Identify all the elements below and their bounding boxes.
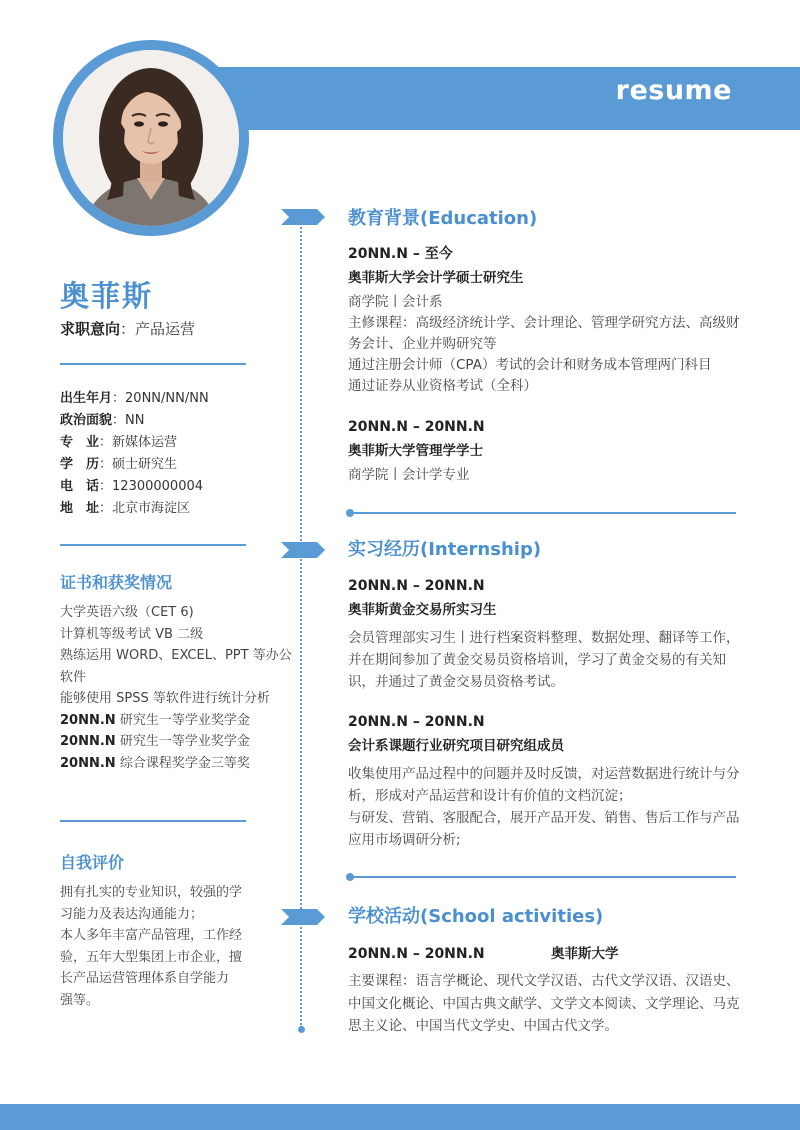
timeline-line	[300, 216, 302, 1028]
award-item: 20NN.N 研究生一等学业奖学金	[60, 734, 250, 749]
education-entry: 20NN.N – 至今 奥菲斯大学会计学硕士研究生 商学院丨会计系 主修课程：高级经济统计学、会计理论、管理学研究方法、高级财务会计、企业并购研究等 通过注册会计师（CPA）考试的会计和财务成本管理两门科目 通过证券从业资格考试（全科）	[348, 244, 748, 397]
info-row: 学 历：硕士研究生	[60, 457, 178, 472]
candidate-name: 奥菲斯	[60, 279, 154, 313]
resume-title: resume	[615, 75, 732, 106]
info-row: 出生年月：20NN/NN/NN	[60, 391, 209, 406]
award-item: 20NN.N 研究生一等学业奖学金	[60, 712, 250, 728]
entry-org: 奥菲斯大学会计学硕士研究生	[348, 270, 524, 286]
entry-org: 会计系课题行业研究项目研究组成员	[348, 738, 564, 754]
list-item: 大学英语六级（CET 6)	[60, 605, 194, 620]
entry-org: 奥菲斯大学管理学学士	[348, 443, 483, 459]
internship-entry: 20NN.N – 20NN.N 会计系课题行业研究项目研究组成员 收集使用产品过程中的问题并及时反馈，对运营数据进行统计与分析，形成对产品运营和设计有价值的文档沉淀； 与研发、营销、客服配合，展开产品开发、销售、售后工作与产品应用市场调研分析;	[348, 712, 748, 851]
entry-org: 奥菲斯黄金交易所实习生	[348, 602, 497, 618]
internship-title: 实习经历(Internship)	[348, 539, 542, 560]
profile-photo	[63, 50, 239, 226]
section-divider-dot	[346, 873, 354, 881]
info-row: 电 话：12300000004	[60, 479, 204, 494]
divider	[60, 363, 246, 365]
education-entry: 20NN.N – 20NN.N 奥菲斯大学管理学学士 商学院丨会计学专业	[348, 417, 748, 486]
certificates-list	[60, 602, 296, 774]
section-divider-dot	[346, 509, 354, 517]
divider	[60, 820, 246, 822]
info-row: 政治面貌：NN	[60, 413, 145, 428]
footer-band	[0, 1104, 800, 1130]
info-row: 专 业：新媒体运营	[60, 435, 178, 450]
job-intent: 求职意向：产品运营	[60, 320, 196, 338]
section-divider	[350, 512, 736, 514]
education-title: 教育背景(Education)	[348, 208, 538, 229]
entry-date: 20NN.N – 20NN.N	[348, 946, 485, 962]
job-intent-label: 求职意向	[60, 320, 121, 338]
entry-org: 奥菲斯大学	[550, 946, 619, 962]
entry-date: 20NN.N – 至今	[348, 246, 453, 262]
chevron-right-icon	[281, 209, 325, 225]
self-eval-text: 拥有扎实的专业知识，较强的学 习能力及表达沟通能力； 本人多年丰富产品管理，工作经 验，五年大型集团上市企业，擅 长产品运营管理体系自学能力 强等。	[60, 885, 243, 1008]
divider	[60, 544, 246, 546]
award-item: 20NN.N 综合课程奖学金三等奖	[60, 755, 250, 771]
list-item: 计算机等级考试 VB 二级	[60, 626, 204, 642]
certificates-title: 证书和获奖情况	[60, 573, 173, 592]
entry-date: 20NN.N – 20NN.N	[348, 419, 485, 435]
entry-date: 20NN.N – 20NN.N	[348, 578, 485, 594]
personal-info	[60, 388, 209, 520]
entry-date: 20NN.N – 20NN.N	[348, 714, 485, 730]
list-item: 熟练运用 WORD、EXCEL、PPT 等办公软件	[60, 648, 292, 685]
chevron-right-icon	[281, 909, 325, 925]
activities-title: 学校活动(School activities)	[348, 906, 604, 927]
section-divider	[350, 876, 736, 878]
chevron-right-icon	[281, 542, 325, 558]
activities-entry: 20NN.N – 20NN.N 奥菲斯大学 主要课程：语言学概论、现代文学汉语、古代文学汉语、汉语史、中国文化概论、中国古典文献学、文学文本阅读、文学理论、马克思主义论、中国当代文学史、中国古代文学。	[348, 946, 740, 1034]
self-eval-title: 自我评价	[60, 853, 125, 872]
list-item: 能够使用 SPSS 等软件进行统计分析	[60, 691, 270, 706]
timeline-end-dot	[298, 1026, 305, 1033]
internship-entry: 20NN.N – 20NN.N 奥菲斯黄金交易所实习生 会员管理部实习生丨进行档案资料整理、数据处理、翻译等工作，并在期间参加了黄金交易员资格培训，学习了黄金交易的有关知识，并通过了黄金交易员资格考试。	[348, 576, 748, 693]
job-intent-value: 产品运营	[135, 320, 196, 338]
info-row: 地 址：北京市海淀区	[60, 501, 191, 516]
